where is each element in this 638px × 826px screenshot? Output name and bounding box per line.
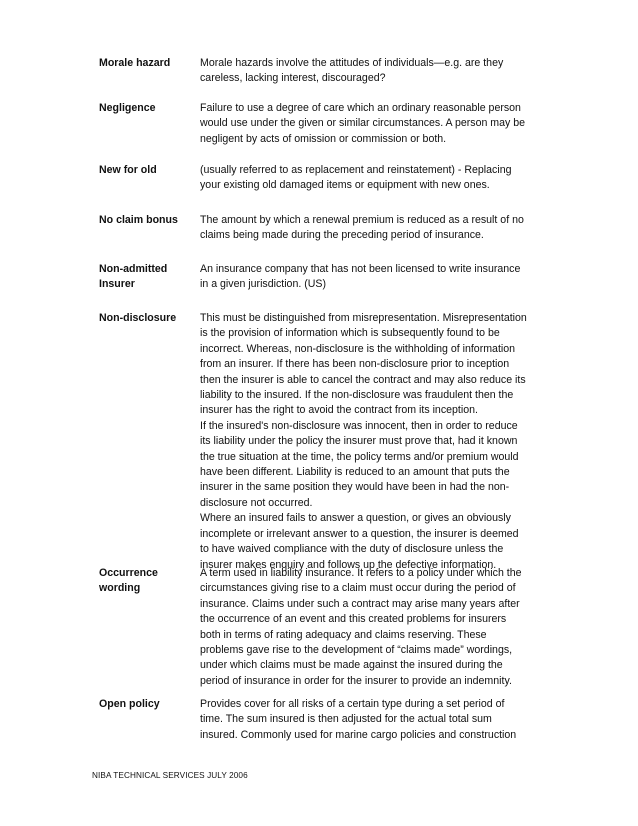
definition-line: insured. Commonly used for marine cargo policies and construction bbox=[200, 728, 517, 741]
definition-line: Provides cover for all risks of a certain type during a set period of bbox=[200, 698, 505, 710]
term-line: Morale hazard bbox=[99, 57, 171, 69]
term-line: Occurrence bbox=[99, 567, 158, 579]
term-line: Insurer bbox=[99, 278, 135, 291]
definition-line: from an insurer. If there has been non-disclosure prior to inception bbox=[200, 358, 510, 371]
definition-line: the occurrence of an event and this created problems for insurers bbox=[200, 613, 507, 626]
page-footer: NIBA TECHNICAL SERVICES JULY 2006 bbox=[92, 771, 248, 780]
definition-line: insurer has the right to avoid the contract from its inception. bbox=[200, 404, 478, 417]
definition-line: insurer in the same position they would have been in had the non- bbox=[200, 481, 510, 494]
definition-line: insurer makes enquiry and follows up the defective information. bbox=[200, 558, 497, 571]
entry-definition bbox=[200, 311, 530, 573]
definition-line: careless, lacking interest, discouraged? bbox=[200, 72, 386, 85]
term-line: No claim bonus bbox=[99, 214, 178, 226]
definition-line: claims being made during the preceding period of insurance. bbox=[200, 229, 484, 242]
term-line: Non-admitted bbox=[99, 263, 168, 275]
entry-term bbox=[99, 697, 191, 712]
definition-line: your existing old damaged items or equipment with new ones. bbox=[200, 179, 490, 192]
entry-definition bbox=[200, 566, 530, 689]
definition-line: the true situation at the time, the policy terms and/or premium would bbox=[200, 450, 519, 463]
term-line: Open policy bbox=[99, 698, 160, 710]
definition-line: If the insured's non-disclosure was innocent, then in order to reduce bbox=[200, 419, 518, 432]
definition-line: negligent by acts of omission or commission or both. bbox=[200, 132, 447, 145]
definition-line: (usually referred to as replacement and reinstatement) - Replacing bbox=[200, 164, 512, 176]
definition-line: its liability under the policy the insurer must prove that, had it known bbox=[200, 435, 518, 448]
entry-term bbox=[99, 311, 191, 326]
entry-term bbox=[99, 163, 191, 178]
definition-line: A term used in liability insurance. It refers to a policy under which the bbox=[200, 567, 522, 579]
definition-line: The amount by which a renewal premium is reduced as a result of no bbox=[200, 214, 524, 226]
definition-line: insurance. Claims under such a contract may arise many years after bbox=[200, 597, 520, 610]
term-line: Non-disclosure bbox=[99, 312, 177, 324]
definition-line: circumstances giving rise to a claim must occur during the period of bbox=[200, 582, 516, 595]
entry-definition bbox=[200, 101, 530, 147]
term-line: Negligence bbox=[99, 102, 156, 114]
definition-line: period of insurance in order for the insurer to provide an indemnity. bbox=[200, 674, 512, 687]
definition-line: Where an insured fails to answer a question, or gives an obviously bbox=[200, 512, 511, 525]
definition-line: then the insurer is able to cancel the contract and may also reduce its bbox=[200, 373, 526, 386]
definition-line: incomplete or irrelevant answer to a question, the insurer is deemed bbox=[200, 527, 519, 540]
definition-line: incorrect. Whereas, non-disclosure is the withholding of information bbox=[200, 342, 516, 355]
definition-line: problems gave rise to the development of “claims made” wordings, bbox=[200, 644, 513, 657]
entry-definition bbox=[200, 163, 530, 194]
entry-definition bbox=[200, 262, 530, 293]
term-line: New for old bbox=[99, 164, 157, 176]
definition-line: both in terms of rating adequacy and claims reserving. These bbox=[200, 628, 487, 641]
entry-term bbox=[99, 262, 191, 293]
entry-term bbox=[99, 101, 191, 116]
definition-line: is the provision of information which is subsequently found to be bbox=[200, 327, 500, 340]
entry-term bbox=[99, 566, 191, 597]
definition-line: Failure to use a degree of care which an ordinary reasonable person bbox=[200, 102, 521, 114]
entry-definition bbox=[200, 697, 530, 743]
entry-term bbox=[99, 56, 191, 71]
definition-line: liability to the insured. If the non-disclosure was fraudulent then the bbox=[200, 389, 514, 402]
entry-definition bbox=[200, 56, 530, 87]
entry-definition bbox=[200, 213, 530, 244]
definition-line: Morale hazards involve the attitudes of individuals—e.g. are they bbox=[200, 57, 504, 69]
definition-line: in a given jurisdiction. (US) bbox=[200, 278, 326, 291]
definition-line: to have waived compliance with the duty of disclosure unless the bbox=[200, 543, 504, 556]
definition-line: time. The sum insured is then adjusted for the actual total sum bbox=[200, 713, 492, 726]
definition-line: An insurance company that has not been licensed to write insurance bbox=[200, 263, 521, 275]
definition-line: have been different. Liability is reduced to an amount that puts the bbox=[200, 466, 510, 479]
definition-line: disclosure not occurred. bbox=[200, 496, 313, 509]
definition-line: This must be distinguished from misrepresentation. Misrepresentation bbox=[200, 312, 527, 324]
entry-term bbox=[99, 213, 191, 228]
definition-line: would use under the given or similar circumstances. A person may be bbox=[200, 117, 526, 130]
term-line: wording bbox=[99, 582, 141, 595]
definition-line: under which claims must be made against the insured during the bbox=[200, 659, 503, 672]
